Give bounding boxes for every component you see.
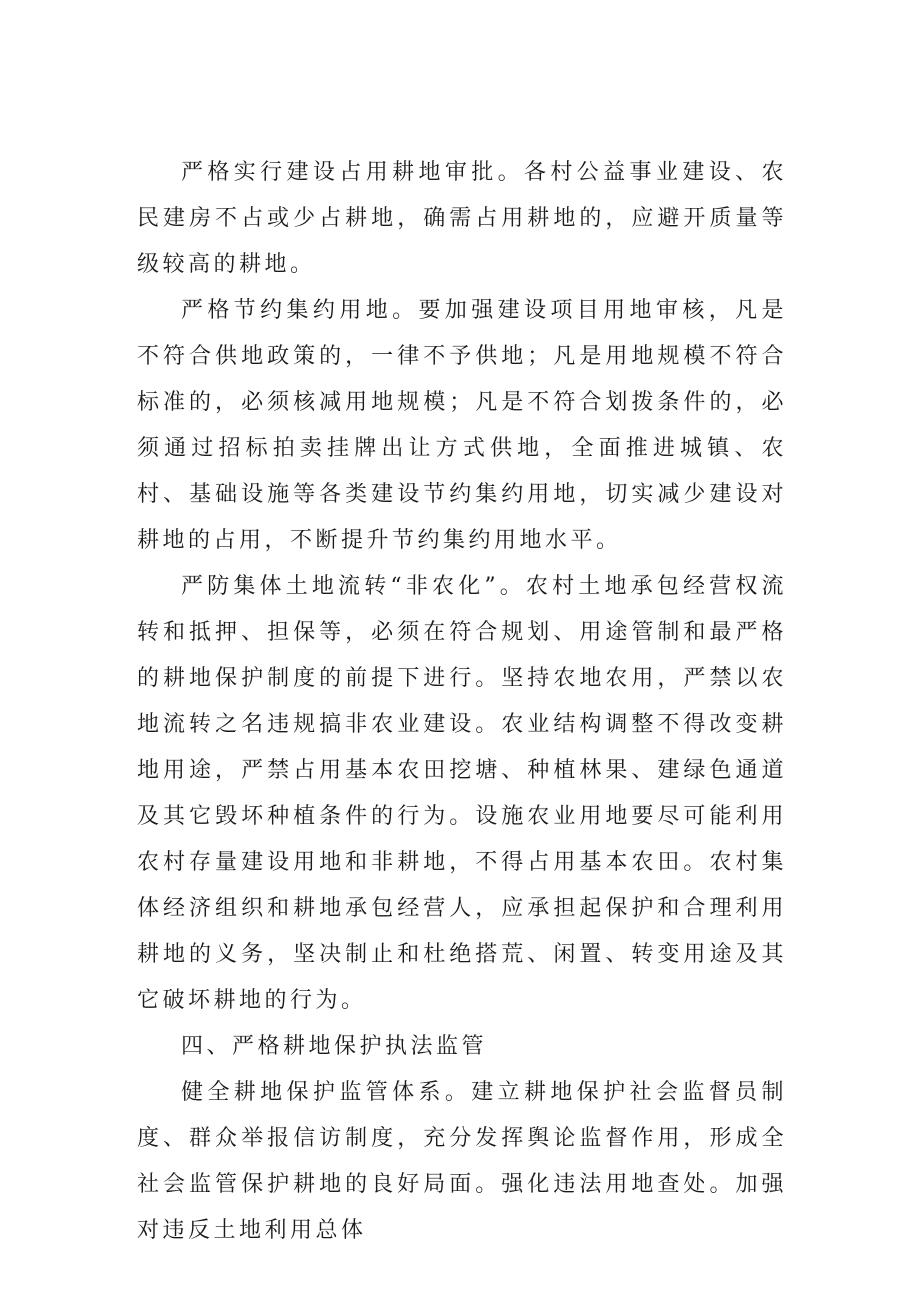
paragraph-construction-approval: 严格实行建设占用耕地审批。各村公益事业建设、农民建房不占或少占耕地，确需占用耕地的，应避开质量等级较高的耕地。 [137,160,787,277]
document-page [137,150,787,1254]
paragraph-supervision-system: 健全耕地保护监管体系。建立耕地保护社会监督员制度、群众举报信访制度，充分发挥舆论监督作用，形成全社会监管保护耕地的良好局面。强化违法用地查处。加强对违反土地利用总体 [137,1080,787,1243]
paragraph-land-conservation: 严格节约集约用地。要加强建设项目用地审核，凡是不符合供地政策的，一律不予供地；凡是用地规模不符合标准的，必须核减用地规模；凡是不符合划拨条件的，必须通过招标拍卖挂牌出让方式供地，全面推进城镇、农村、基础设施等各类建设节约集约用地，切实减少建设对耕地的占用，不断提升节约集约用地水平。 [137,298,787,553]
section-heading: 四、严格耕地保护执法监管 [181,1034,488,1059]
paragraph-land-transfer: 严防集体土地流转“非农化”。农村土地承包经营权流转和抵押、担保等，必须在符合规划、用途管制和最严格的耕地保护制度的前提下进行。坚持农地农用，严禁以农地流转之名违规搞非农业建设。农业结构调整不得改变耕地用途，严禁占用基本农田挖塘、种植林果、建绿色通道及其它毁坏种植条件的行为。设施农业用地要尽可能利用农村存量建设用地和非耕地，不得占用基本农田。农村集体经济组织和耕地承包经营人，应承担起保护和合理利用耕地的义务，坚决制止和杜绝搭荒、闲置、转变用途及其它破坏耕地的行为。 [137,574,787,1013]
